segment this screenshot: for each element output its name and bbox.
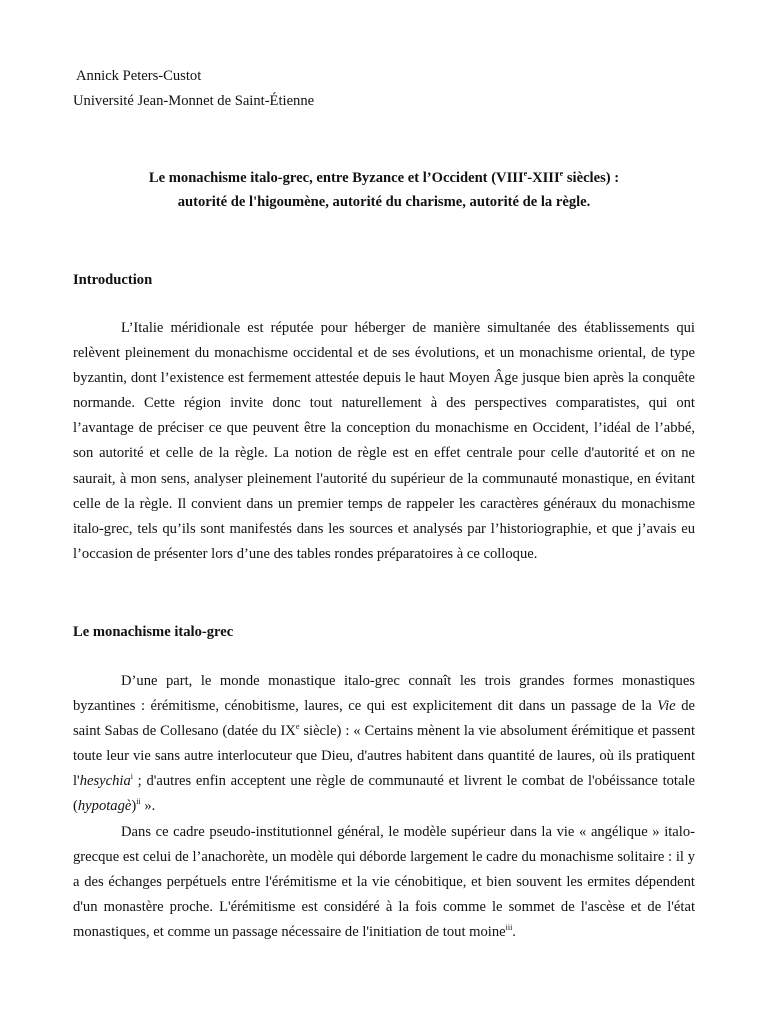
- section-heading-introduction: Introduction: [73, 272, 153, 288]
- footnote-ref-i[interactable]: i: [130, 772, 133, 782]
- footnote-ref-ii[interactable]: ii: [136, 797, 141, 807]
- author-affiliation: Université Jean-Monnet de Saint-Étienne: [73, 93, 315, 109]
- author-name: Annick Peters-Custot: [76, 68, 202, 84]
- superscript-e: e: [295, 722, 300, 732]
- paper-title: [60, 166, 708, 214]
- introduction-paragraph: L’Italie méridionale est réputée pour héberger de manière simultanée des établissements qui relèvent pleinement du monachisme occidental et de ses évolutions, et un monachisme oriental, de type byzantin, dont l’existence est fermement attestée depuis le haut Moyen Âge jusque bien après la conquête normande. Cette région invite donc tout naturellement à des perspectives comparatistes, qui ont l’avantage de préciser ce que peuvent être la conception du monachisme en Occident, l’idéal de l’abbé, son autorité et celle de la règle. La notion de règle est en effet centrale pour celle d'autorité et on ne saurait, à mon sens, analyser pleinement l'autorité du supérieur de la communauté monastique, en évitant celle de la règle. Il convient dans un premier temps de rappeler les caractères généraux du monachisme italo-grec, tels qu’ils sont manifestés dans les sources et analysés par l’historiographie, et que j’avais eu l’occasion de présenter lors d’une des tables rondes préparatoires à ce colloque.: [73, 320, 695, 562]
- section-heading-monachisme: Le monachisme italo-grec: [73, 624, 234, 640]
- footnote-ref-iii[interactable]: iii: [505, 923, 513, 933]
- italic-vie: Vie: [657, 698, 676, 715]
- title-line-2: autorité de l'higoumène, autorité du charisme, autorité de la règle.: [177, 194, 591, 210]
- section-body: [73, 669, 695, 945]
- introduction-body: [73, 316, 695, 567]
- section-paragraph-2: Dans ce cadre pseudo-institutionnel général, le modèle supérieur dans la vie « angélique » italo-grecque est celui de l’anachorète, un modèle qui déborde largement le cadre du monachisme solitaire : il y a des échanges perpétuels entre l'érémitisme et la vie cénobitique, et bien souvent les ermites dépendent d'un monastère proche. L'érémitisme est considéré à la fois comme le sommet de l'ascèse et de l'état monastiques, et comme un passage nécessaire de l'initiation de tout moine$^{iii}$.: [73, 823, 695, 940]
- italic-hesychia: hesychia: [79, 773, 131, 790]
- italic-hypotage: hypotagè: [77, 798, 132, 815]
- title-line-1: Le monachisme italo-grec, entre Byzance et l’Occident (VIIIe-XIIIe siècles) :: [148, 169, 620, 186]
- section-paragraph-1: D’une part, le monde monastique italo-grec connaît les trois grandes formes monastiques byzantines : érémitisme, cénobitisme, laures, ce qui est explicitement dit dans un passage de la Vie de saint Sabas de Collesano (datée du IXe siècle) : « Certains mènent la vie absolument érémitique et passent toute leur vie sans autre interlocuteur que Dieu, d'autres habitent dans quantité de laures, où ils pratiquent l'hesychia$^i$ ; d'autres enfin acceptent une règle de communauté et livrent le combat de l'obéissance totale (hypotagè)$^{ii}$ ».: [73, 673, 695, 815]
